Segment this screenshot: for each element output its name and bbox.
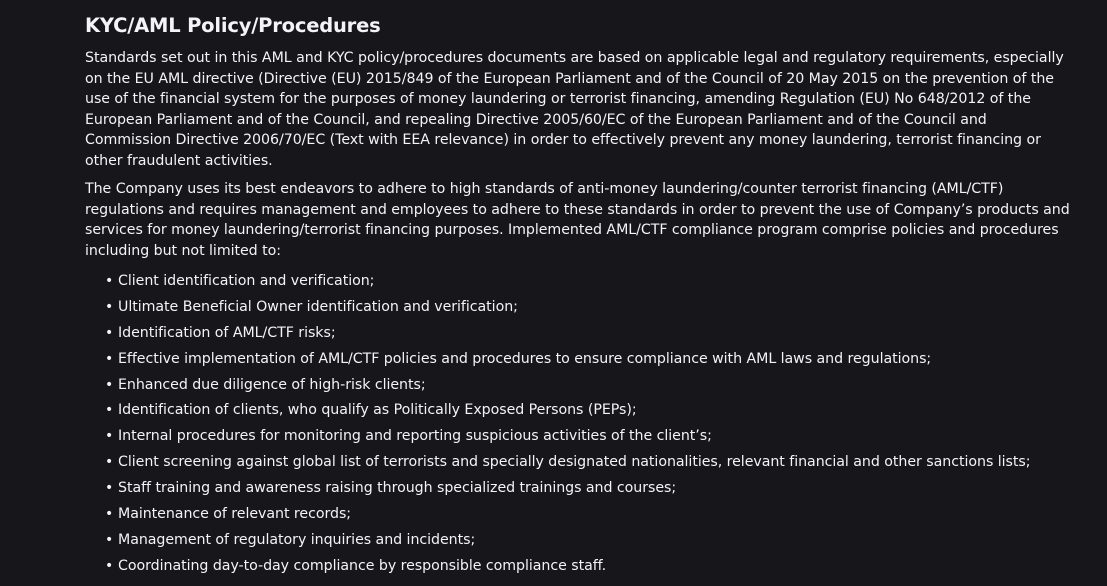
list-item xyxy=(85,426,1077,452)
list-item-text: Management of regulatory inquiries and incidents; xyxy=(118,531,476,548)
bullet-icon: • xyxy=(105,557,114,574)
list-item-text: Effective implementation of AML/CTF policies and procedures to ensure compliance with AML laws and regulations; xyxy=(118,350,932,367)
list-item xyxy=(85,375,1077,401)
list-item-text: Identification of clients, who qualify as Politically Exposed Persons (PEPs); xyxy=(118,402,637,419)
list-item-text: Enhanced due diligence of high-risk clients; xyxy=(118,376,426,393)
bullet-icon: • xyxy=(105,273,114,289)
bullet-icon: • xyxy=(105,402,114,419)
list-item-text: Client screening against global list of terrorists and specially designated nationalities, relevant financial and other sanctions lists; xyxy=(118,454,1031,471)
bullet-icon: • xyxy=(105,324,114,341)
list-item xyxy=(85,271,1077,297)
list-item-text: Maintenance of relevant records; xyxy=(118,506,352,523)
list-item xyxy=(85,297,1077,323)
bullet-icon: • xyxy=(105,480,114,497)
list-item xyxy=(85,478,1077,504)
list-item xyxy=(85,504,1077,530)
bullet-icon: • xyxy=(105,350,114,367)
list-item-text: Client identification and verification; xyxy=(118,273,375,289)
list-item-text: Identification of AML/CTF risks; xyxy=(118,324,336,341)
company-paragraph: The Company uses its best endeavors to adhere to high standards of anti-money laundering/counter terrorist financing (AML/CTF) regulations and requires management and employees to adhere to these standards in order to prevent the use of Company’s products and services for money laundering/terrorist financing purposes. Implemented AML/CTF compliance program comprise policies and procedures including but not limited to: xyxy=(85,181,1070,259)
list-item xyxy=(85,452,1077,478)
bullet-icon: • xyxy=(105,506,114,523)
list-item-text: Staff training and awareness raising through specialized trainings and courses; xyxy=(118,480,677,497)
list-item xyxy=(85,349,1077,375)
compliance-list xyxy=(85,271,1077,582)
list-item xyxy=(85,400,1077,426)
bullet-icon: • xyxy=(105,531,114,548)
list-item-text: Ultimate Beneficial Owner identification and verification; xyxy=(118,298,518,315)
list-item xyxy=(85,323,1077,349)
intro-paragraph: Standards set out in this AML and KYC policy/procedures documents are based on applicable legal and regulatory requirements, especially on the EU AML directive (Directive (EU) 2015/849 of the European Parliament and of the Council of 20 May 2015 on the prevention of the use of the financial system for the purposes of money laundering or terrorist financing, amending Regulation (EU) No 648/2012 of the European Parliament and of the Council, and repealing Directive 2005/60/EC of the European Parliament and of the Council and Commission Directive 2006/70/EC (Text with EEA relevance) in order to effectively prevent any money laundering, terrorist financing or other fraudulent activities. xyxy=(85,50,1064,169)
bullet-icon: • xyxy=(105,454,114,471)
list-item xyxy=(85,530,1077,556)
list-item xyxy=(85,556,1077,582)
bullet-icon: • xyxy=(105,376,114,393)
list-item-text: Coordinating day-to-day compliance by responsible compliance staff. xyxy=(118,557,607,574)
bullet-icon: • xyxy=(105,298,114,315)
bullet-icon: • xyxy=(105,428,114,445)
list-item-text: Internal procedures for monitoring and reporting suspicious activities of the client’s; xyxy=(118,428,712,445)
page-title: KYC/AML Policy/Procedures xyxy=(85,14,381,37)
